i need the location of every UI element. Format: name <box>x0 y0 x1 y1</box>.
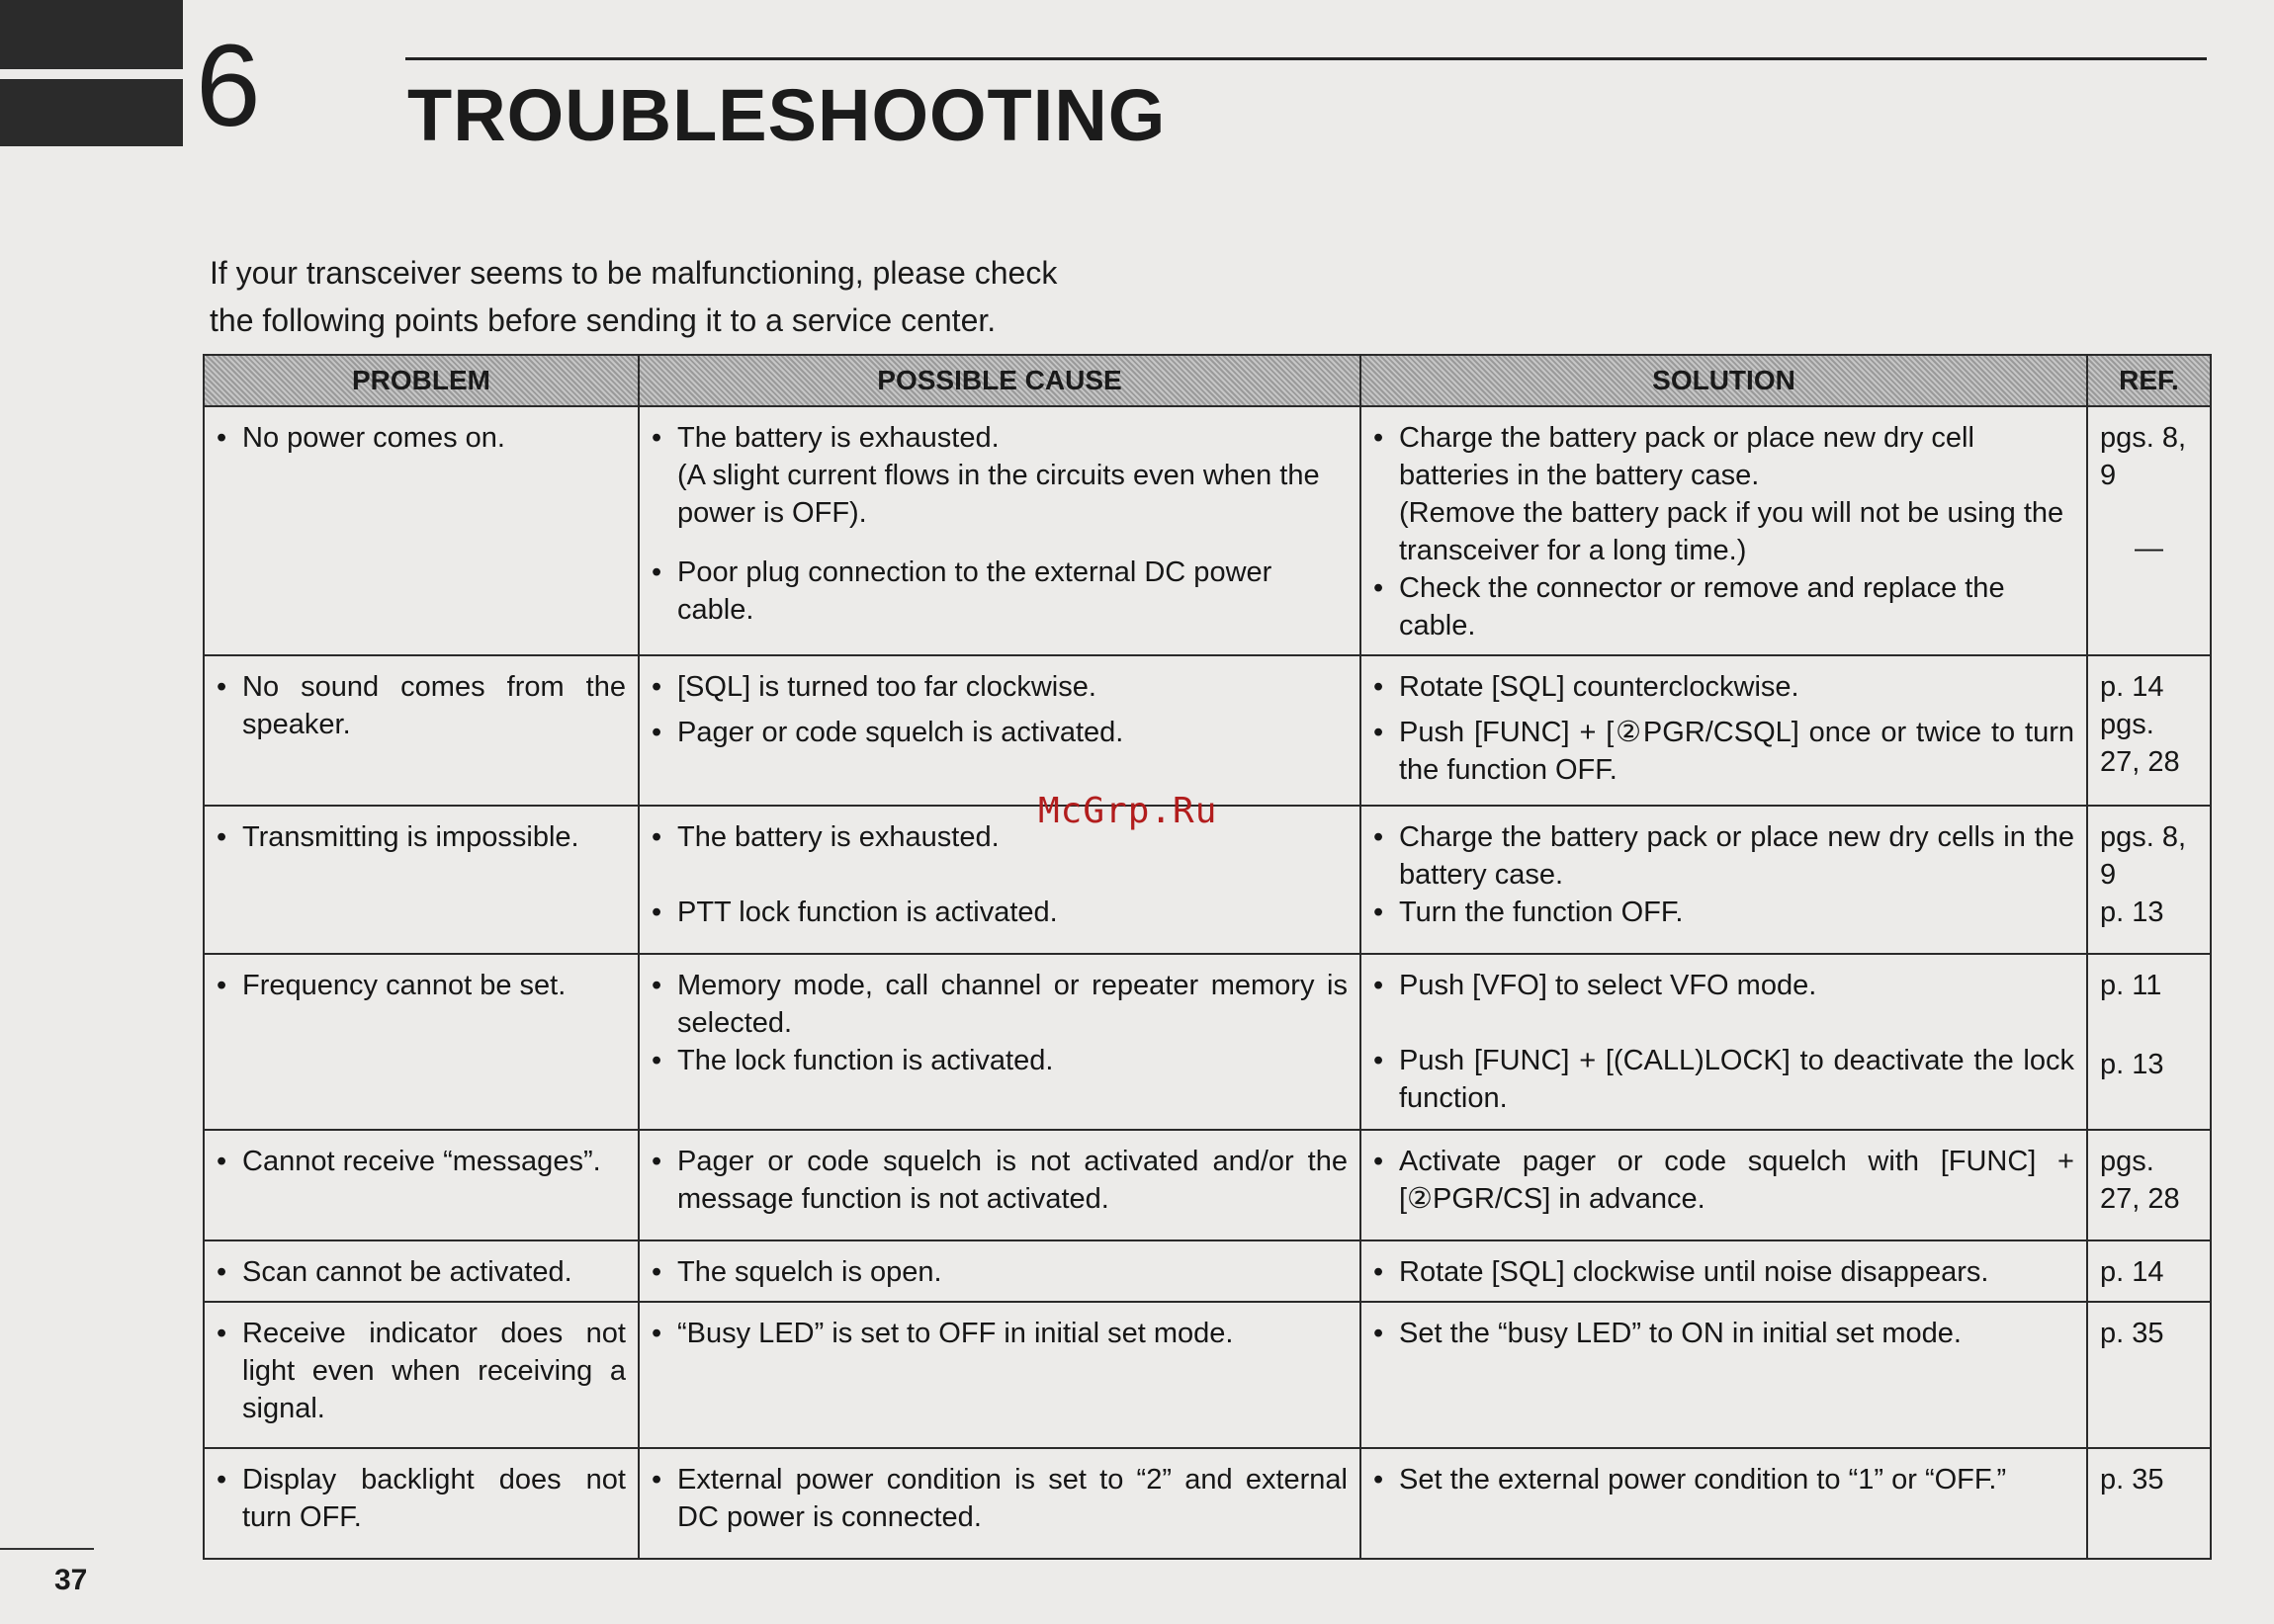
problem-text: • Transmitting is impossible. <box>217 818 626 856</box>
cause-item: • Pager or code squelch is not activated and/or the message function is not activated. <box>652 1143 1348 1218</box>
problem-text: • No sound comes from the speaker. <box>217 668 626 743</box>
cause-cell <box>639 1302 1360 1448</box>
solution-cell <box>1360 954 2087 1130</box>
ref-text: 9 <box>2100 859 2117 891</box>
problem-text: • Receive indicator does not light even when receiving a signal. <box>217 1315 626 1427</box>
solution-item: • Push [FUNC] + [(CALL)LOCK] to deactivate the lock function. <box>1373 1042 2074 1117</box>
header-ref: REF. <box>2087 355 2211 406</box>
cause-item: • Memory mode, call channel or repeater memory is selected. <box>652 967 1348 1042</box>
table-row <box>204 1240 2211 1302</box>
ref-text: pgs. 8, <box>2100 422 2187 454</box>
table-row <box>204 406 2211 655</box>
solution-item: • Charge the battery pack or place new dry cells in the battery case. <box>1373 818 2074 894</box>
problem-text: • Display backlight does not turn OFF. <box>217 1461 626 1536</box>
ref-cell <box>2087 1302 2211 1448</box>
ref-text: p. 13 <box>2100 1049 2164 1080</box>
cause-item: • [SQL] is turned too far clockwise. <box>652 668 1348 706</box>
header-problem: PROBLEM <box>204 355 639 406</box>
solution-cell <box>1360 655 2087 806</box>
solution-cell <box>1360 1302 2087 1448</box>
cause-text: • Poor plug connection to the external DC power cable. <box>677 556 1272 626</box>
problem-cell <box>204 1130 639 1240</box>
cause-item: • “Busy LED” is set to OFF in initial set mode. <box>652 1315 1348 1352</box>
table-row <box>204 1130 2211 1240</box>
ref-text: — <box>2135 533 2163 564</box>
ref-text: p. 14 <box>2100 671 2164 703</box>
cause-cell <box>639 1130 1360 1240</box>
ref-text: 27, 28 <box>2100 746 2180 778</box>
solution-text: • Check the connector or remove and replace the cable. <box>1399 572 2005 641</box>
cause-text: • The battery is exhausted. <box>677 422 1000 454</box>
ref-text: pgs. <box>2100 709 2154 740</box>
problem-cell <box>204 1302 639 1448</box>
cause-item: • Pager or code squelch is activated. <box>652 714 1348 751</box>
intro-line: the following points before sending it to a service center. <box>210 302 997 338</box>
solution-item <box>1373 569 2074 644</box>
header-solution: SOLUTION <box>1360 355 2087 406</box>
table-row <box>204 954 2211 1130</box>
page-number: 37 <box>54 1564 88 1596</box>
ref-text: pgs. <box>2100 1146 2154 1177</box>
cause-cell <box>639 1448 1360 1559</box>
cause-cell <box>639 406 1360 655</box>
solution-item: • Activate pager or code squelch with [FUNC] + [②PGR/CS] in advance. <box>1373 1143 2074 1218</box>
solution-item: • Rotate [SQL] counterclockwise. <box>1373 668 2074 706</box>
ref-cell <box>2087 954 2211 1130</box>
solution-item: • Push [FUNC] + [②PGR/CSQL] once or twice to turn the function OFF. <box>1373 714 2074 789</box>
cause-item <box>652 554 1348 629</box>
watermark-text: McGrp.Ru <box>1038 791 1218 831</box>
cause-cell <box>639 655 1360 806</box>
header-possible-cause: POSSIBLE CAUSE <box>639 355 1360 406</box>
problem-cell <box>204 1240 639 1302</box>
ref-cell <box>2087 1448 2211 1559</box>
problem-cell <box>204 806 639 954</box>
cause-item: • The squelch is open. <box>652 1253 1348 1291</box>
cause-cell <box>639 1240 1360 1302</box>
problem-text: • Cannot receive “messages”. <box>217 1143 626 1180</box>
title-rule <box>405 57 2207 60</box>
intro-text <box>210 249 1396 344</box>
table-row <box>204 1302 2211 1448</box>
solution-cell <box>1360 406 2087 655</box>
troubleshooting-table <box>203 354 2212 1560</box>
problem-text: • Frequency cannot be set. <box>217 967 626 1004</box>
problem-text: • No power comes on. <box>217 419 626 457</box>
ref-text: pgs. 8, <box>2100 821 2187 853</box>
cause-item: • The lock function is activated. <box>652 1042 1348 1079</box>
solution-item: • Set the “busy LED” to ON in initial set mode. <box>1373 1315 2074 1352</box>
cause-item <box>652 419 1348 532</box>
ref-text: p. 11 <box>2100 970 2162 1001</box>
chapter-number: 6 <box>196 21 261 151</box>
footer-rule <box>0 1548 94 1550</box>
solution-cell <box>1360 1448 2087 1559</box>
table-row <box>204 655 2211 806</box>
solution-cell <box>1360 1130 2087 1240</box>
solution-item: • Rotate [SQL] clockwise until noise disappears. <box>1373 1253 2074 1291</box>
problem-cell <box>204 406 639 655</box>
solution-note: (Remove the battery pack if you will not be using the transceiver for a long time.) <box>1399 497 2064 566</box>
page-title: TROUBLESHOOTING <box>407 74 1167 156</box>
cause-cell <box>639 806 1360 954</box>
ref-text: p. 14 <box>2100 1256 2164 1288</box>
cause-item: • External power condition is set to “2” and external DC power is connected. <box>652 1461 1348 1536</box>
chapter-side-tab <box>0 79 183 146</box>
ref-text: p. 13 <box>2100 897 2164 928</box>
ref-cell <box>2087 1240 2211 1302</box>
ref-text: 27, 28 <box>2100 1183 2180 1215</box>
intro-line: If your transceiver seems to be malfunctioning, please check <box>210 255 1058 291</box>
solution-cell <box>1360 1240 2087 1302</box>
problem-text: • Scan cannot be activated. <box>217 1253 626 1291</box>
table-row <box>204 1448 2211 1559</box>
solution-item <box>1373 419 2074 569</box>
solution-item: • Turn the function OFF. <box>1373 894 2074 931</box>
cause-item: • PTT lock function is activated. <box>652 894 1348 931</box>
ref-text: 9 <box>2100 460 2117 491</box>
cause-note: (A slight current flows in the circuits even when the power is OFF). <box>677 460 1320 529</box>
solution-cell <box>1360 806 2087 954</box>
problem-cell <box>204 1448 639 1559</box>
ref-cell <box>2087 1130 2211 1240</box>
cause-item: • The battery is exhausted. <box>652 818 1348 856</box>
problem-cell <box>204 655 639 806</box>
ref-cell <box>2087 806 2211 954</box>
cause-cell <box>639 954 1360 1130</box>
solution-item: • Push [VFO] to select VFO mode. <box>1373 967 2074 1004</box>
solution-text: • Charge the battery pack or place new dry cell batteries in the battery case. <box>1399 422 1974 491</box>
ref-text: p. 35 <box>2100 1318 2164 1349</box>
solution-item: • Set the external power condition to “1” or “OFF.” <box>1373 1461 2074 1498</box>
problem-cell <box>204 954 639 1130</box>
ref-text: p. 35 <box>2100 1464 2164 1496</box>
ref-cell <box>2087 406 2211 655</box>
chapter-side-tab <box>0 0 183 69</box>
ref-cell <box>2087 655 2211 806</box>
table-header-row <box>204 355 2211 406</box>
